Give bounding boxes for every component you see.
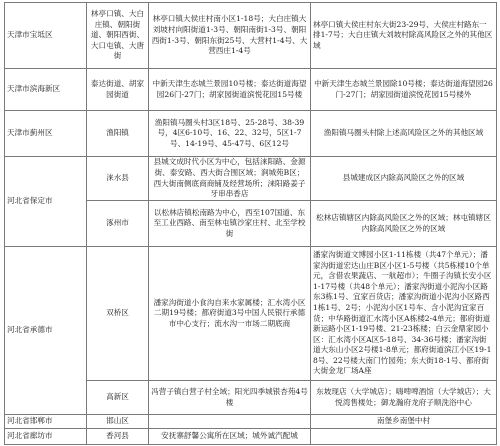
area-cell: 香河县	[87, 429, 149, 445]
high-risk-cell: 以松林店镇松南路为中心，西至107国道、东至工业西路、南至林屯镇沙家庄村、北至学校街	[149, 201, 311, 247]
area-cell: 泰达街道、胡家园街道	[87, 69, 149, 111]
high-risk-cell: 林亭口镇大侯庄村南小区1-18号；大白庄镇大刘坡村向阳街道1-3号、朝阳南街1-3号、朝阳西街1-3号、朝阳东街25号、大营村1-4号、大营西庄1-4号	[149, 3, 311, 69]
low-risk-cell: 中新天津生态城兰景园除10号楼；泰达街道海望园26门-27门；胡家园街道滨悦花园15号楼外	[311, 69, 497, 111]
low-risk-cell: 林亭口镇大侯庄村东大街23-29号、大侯庄村路东一排1-7号；大白庄镇大刘坡村除高风险区之外的其他区域	[311, 3, 497, 69]
high-risk-cell: 冯营子镇白营子村全域；阳光四季城银杏苑4号楼	[149, 381, 311, 415]
high-risk-cell: 安抚寨舒馨公寓所在区域；城外诚汽配城	[149, 429, 311, 445]
risk-area-table	[4, 2, 497, 445]
low-risk-cell	[311, 429, 497, 445]
low-risk-cell: 南堡乡南堡中村	[311, 415, 497, 429]
region-cell: 天津市蓟州区	[5, 111, 87, 157]
area-cell: 涞水县	[87, 157, 149, 201]
area-cell: 林亭口镇、大白庄镇、朝阳街道、朝阳西街、大口屯镇、大唐街	[87, 3, 149, 69]
area-cell: 双桥区	[87, 247, 149, 381]
high-risk-cell: 中新天津生态城兰景园10号楼；泰达街道海望园26门-27门；胡家园街道滨悦花园15号楼	[149, 69, 311, 111]
table-row	[5, 3, 497, 69]
region-cell: 河北省邯郸市	[5, 415, 87, 429]
high-risk-cell: 渔阳镇马圈头村3区18号、25-28号、38-39号，4区6-10号、16、22、32号，5区1-7号、14-19号、45-47号、6区12号	[149, 111, 311, 157]
region-cell: 河北省廊坊市	[5, 429, 87, 445]
table-row	[5, 429, 497, 445]
low-risk-cell: 潘家沟街道文博园小区1-11栋楼（共47个单元）；潘家沟街道宏达山庄B区小区1-5号楼（共5栋楼10个单元，含借农果蔬店、一航超市）；牛圈子沟镇长安小区1-17号楼（共48个单元）；潘家沟街道小泥沟小区路东3栋1号、宜家百货店；潘家沟街道小泥沟小区路西1栋1号、2号；小泥沟小区1号车、含小泥沟宜家百货；中华路街道汇水湾小区A栋楼2-4单元；都府街道新运路小区1-19号楼、21-23栋楼；白云金鼎家园小区：汇水湾小区A区5-18号、34-36号楼；潘家沟街道大东山小区2号楼1-8单元；都府街道滨江小区19-18号、22号楼大南门竹园苑；东大街18-1号、都府街大街金龙厂场A座	[311, 247, 497, 381]
area-cell: 高新区	[87, 381, 149, 415]
area-cell: 邯山区	[87, 415, 149, 429]
region-cell: 河北省保定市	[5, 157, 87, 247]
area-cell: 涿州市	[87, 201, 149, 247]
region-cell: 天津市滨海新区	[5, 69, 87, 111]
high-risk-cell	[149, 415, 311, 429]
table-row	[5, 157, 497, 201]
region-cell: 河北省承德市	[5, 247, 87, 415]
low-risk-cell: 渔阳镇马圈头村除上述高风险区之外的其他区域	[311, 111, 497, 157]
table-row	[5, 415, 497, 429]
region-cell: 天津市宝坻区	[5, 3, 87, 69]
high-risk-cell: 县城文成时代小区为中心，包括涞阳路、金源街、泰安路、西大街合围区域；涧城苑B区；西大街南侧底商商铺及经营场所；涞阳路姜子牙串串香店	[149, 157, 311, 201]
low-risk-cell: 松林店镇辖区内除高风险区之外的区域；林屯镇辖区内除高风险区之外的区域	[311, 201, 497, 247]
low-risk-cell: 县城建成区内除高风险区之外的区域	[311, 157, 497, 201]
high-risk-cell: 潘家沟街道小食沟自来水家属楼；汇水湾小区二期19号楼；都府街道3号中国人民银行承德市中心支行；流水沟一市场二期底商	[149, 247, 311, 381]
area-cell: 渔阳镇	[87, 111, 149, 157]
table-row	[5, 247, 497, 381]
low-risk-cell: 东坡现店（大学城店）；嗨啤啤酒馆（大学城店）；大悦湾售楼处；御龙瀚府龙府子顺洗浴中心	[311, 381, 497, 415]
table-row	[5, 111, 497, 157]
table-row	[5, 69, 497, 111]
